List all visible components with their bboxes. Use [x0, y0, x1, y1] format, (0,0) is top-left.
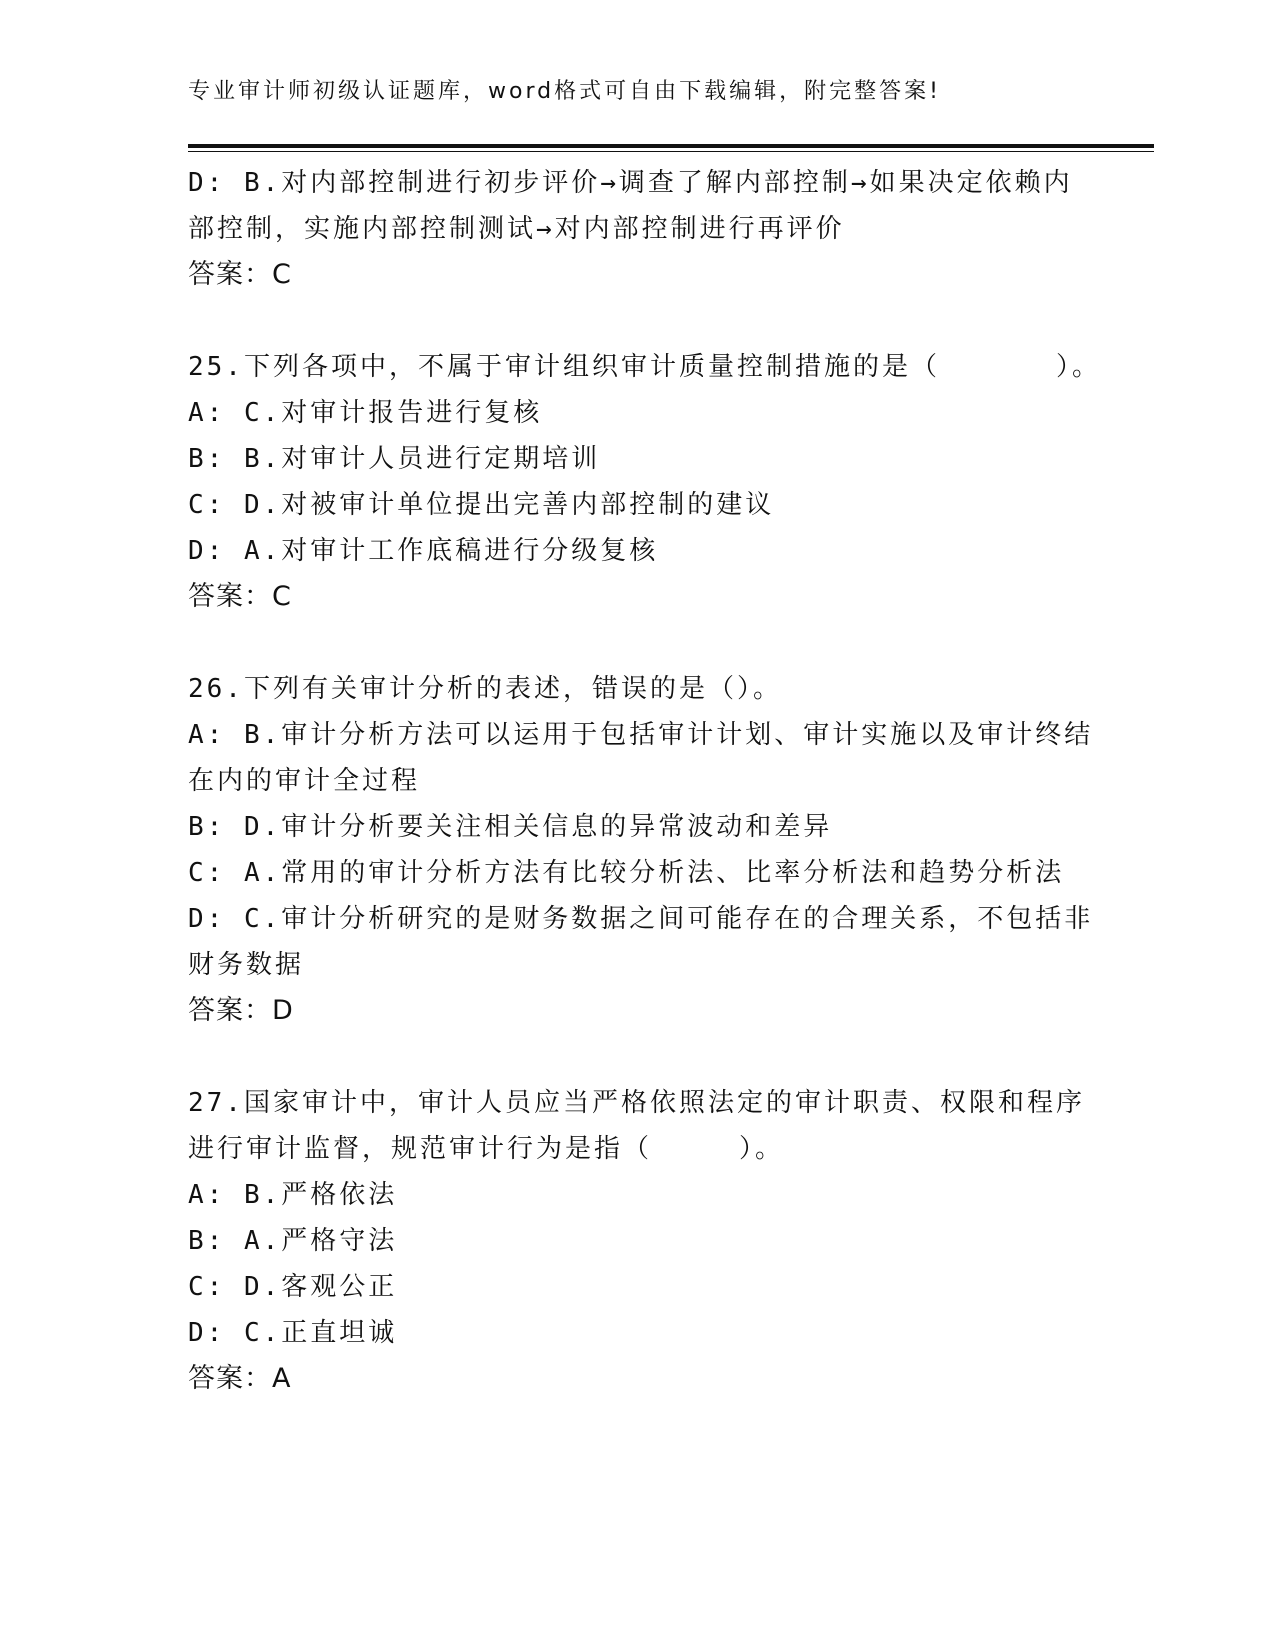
answer-line: 答案：C [188, 259, 292, 290]
question-text-line: A: B.审计分析方法可以运用于包括审计计划、审计实施以及审计终结 [188, 720, 1094, 750]
paragraph-gap [188, 620, 1088, 666]
question-text-line: D: A.对审计工作底稿进行分级复核 [188, 536, 659, 566]
answer-line: 答案：A [188, 1363, 292, 1394]
answer-line: 答案：D [188, 995, 294, 1026]
question-text-line: D: C.正直坦诚 [188, 1318, 398, 1348]
question-text-line: C: D.对被审计单位提出完善内部控制的建议 [188, 490, 775, 520]
question-text-line: B: B.对审计人员进行定期培训 [188, 444, 601, 474]
question-text-line: 25.下列各项中，不属于审计组织审计质量控制措施的是（ ）。 [188, 352, 1101, 382]
question-text-line: 进行审计监督，规范审计行为是指（ ）。 [188, 1134, 785, 1164]
question-text-line: C: A.常用的审计分析方法有比较分析法、比率分析法和趋势分析法 [188, 858, 1065, 888]
question-text-line: C: D.客观公正 [188, 1272, 398, 1302]
page-header: 专业审计师初级认证题库，word格式可自由下载编辑，附完整答案! [188, 79, 941, 104]
question-text-line: D: B.对内部控制进行初步评价→调查了解内部控制→如果决定依赖内 [188, 168, 1073, 198]
header-rule-thin [188, 151, 1154, 152]
answer-line: 答案：C [188, 581, 292, 612]
question-text-line: A: C.对审计报告进行复核 [188, 398, 543, 428]
question-text-line: B: A.严格守法 [188, 1226, 398, 1256]
question-text-line: 在内的审计全过程 [188, 766, 421, 796]
paragraph-gap [188, 1034, 1088, 1080]
question-text-line: 财务数据 [188, 950, 305, 980]
paragraph-gap [188, 298, 1088, 344]
question-text-line: B: D.审计分析要关注相关信息的异常波动和差异 [188, 812, 833, 842]
header-rule-thick [188, 144, 1154, 148]
question-text-line: D: C.审计分析研究的是财务数据之间可能存在的合理关系，不包括非 [188, 904, 1094, 934]
question-content [188, 160, 1101, 1402]
question-text-line: 27.国家审计中，审计人员应当严格依照法定的审计职责、权限和程序 [188, 1088, 1085, 1118]
question-text-line: A: B.严格依法 [188, 1180, 398, 1210]
question-text-line: 26.下列有关审计分析的表述，错误的是（）。 [188, 674, 782, 704]
question-text-line: 部控制，实施内部控制测试→对内部控制进行再评价 [188, 214, 845, 244]
